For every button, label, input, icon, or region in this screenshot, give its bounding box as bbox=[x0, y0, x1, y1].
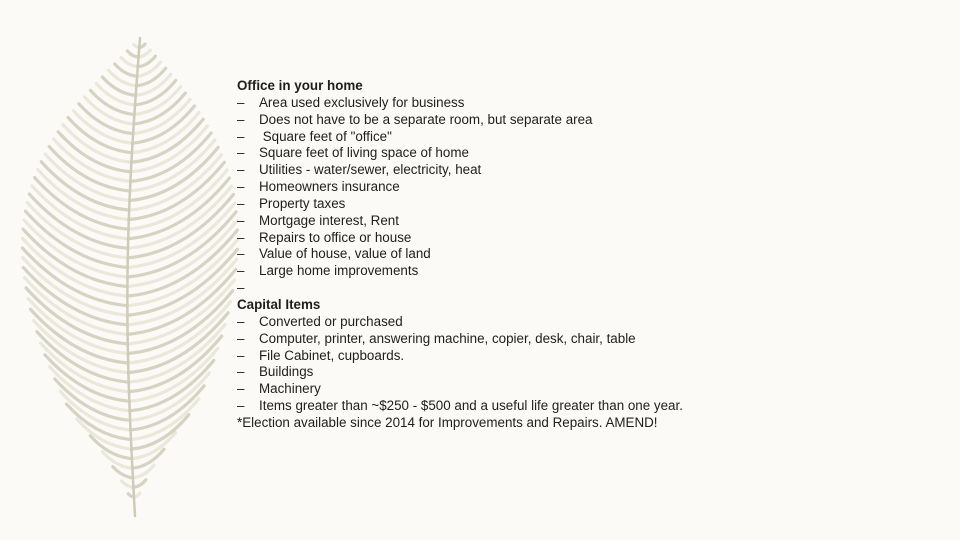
list-item-text: Buildings bbox=[259, 364, 314, 380]
list-item-text: Converted or purchased bbox=[259, 313, 403, 329]
bullet-dash: – bbox=[237, 246, 245, 262]
bullet-dash: – bbox=[237, 347, 245, 363]
list-item-text: Does not have to be a separate room, but separate area bbox=[259, 111, 593, 127]
office-list-item bbox=[237, 230, 937, 247]
slide-content bbox=[237, 78, 937, 432]
bullet-dash: – bbox=[237, 111, 245, 127]
office-list-item bbox=[237, 112, 937, 129]
bullet-dash: – bbox=[237, 263, 245, 279]
bullet-dash: – bbox=[237, 179, 245, 195]
list-item-text: Repairs to office or house bbox=[259, 229, 412, 245]
capital-list bbox=[237, 314, 937, 415]
bullet-dash: – bbox=[237, 195, 245, 211]
bullet-dash: – bbox=[237, 145, 245, 161]
bullet-dash: – bbox=[237, 381, 245, 397]
office-list-item bbox=[237, 162, 937, 179]
office-list-item bbox=[237, 196, 937, 213]
office-heading: Office in your home bbox=[237, 78, 363, 93]
bullet-dash: – bbox=[237, 162, 245, 178]
capital-list-item bbox=[237, 381, 937, 398]
bullet-dash: – bbox=[237, 398, 245, 414]
capital-list-item bbox=[237, 348, 937, 365]
list-item-text: Machinery bbox=[259, 381, 321, 397]
office-list-item bbox=[237, 213, 937, 230]
list-item-text: Computer, printer, answering machine, copier, desk, chair, table bbox=[259, 330, 636, 346]
bullet-dash: – bbox=[237, 313, 245, 329]
capital-list-item bbox=[237, 364, 937, 381]
office-list-item bbox=[237, 95, 937, 112]
office-list-item bbox=[237, 145, 937, 162]
list-item-text: File Cabinet, cupboards. bbox=[259, 347, 405, 363]
office-list bbox=[237, 95, 937, 297]
capital-list-item bbox=[237, 398, 937, 415]
capital-list-item bbox=[237, 331, 937, 348]
bullet-dash: – bbox=[237, 229, 245, 245]
bullet-dash: – bbox=[237, 212, 245, 228]
office-list-item bbox=[237, 280, 937, 297]
list-item-text: Property taxes bbox=[259, 195, 346, 211]
list-item-text: Value of house, value of land bbox=[259, 246, 431, 262]
office-list-item bbox=[237, 263, 937, 280]
capital-list-item bbox=[237, 314, 937, 331]
list-item-text: Mortgage interest, Rent bbox=[259, 212, 399, 228]
office-list-item bbox=[237, 129, 937, 146]
bullet-dash: – bbox=[237, 128, 245, 144]
bullet-dash: – bbox=[237, 280, 245, 296]
list-item-text: Square feet of "office" bbox=[259, 128, 392, 144]
list-item-text: Square feet of living space of home bbox=[259, 145, 469, 161]
list-item-text: Items greater than ~$250 - $500 and a useful life greater than one year. bbox=[259, 398, 683, 414]
list-item-text: Homeowners insurance bbox=[259, 179, 400, 195]
feather-icon bbox=[20, 28, 260, 528]
list-item-text: Large home improvements bbox=[259, 263, 419, 279]
list-item-text: Area used exclusively for business bbox=[259, 94, 465, 110]
footnote: *Election available since 2014 for Improvements and Repairs. AMEND! bbox=[237, 414, 658, 430]
bullet-dash: – bbox=[237, 364, 245, 380]
capital-heading: Capital Items bbox=[237, 296, 321, 312]
list-item-text: Utilities - water/sewer, electricity, heat bbox=[259, 162, 482, 178]
bullet-dash: – bbox=[237, 94, 245, 110]
office-list-item bbox=[237, 179, 937, 196]
bullet-dash: – bbox=[237, 330, 245, 346]
office-list-item bbox=[237, 246, 937, 263]
